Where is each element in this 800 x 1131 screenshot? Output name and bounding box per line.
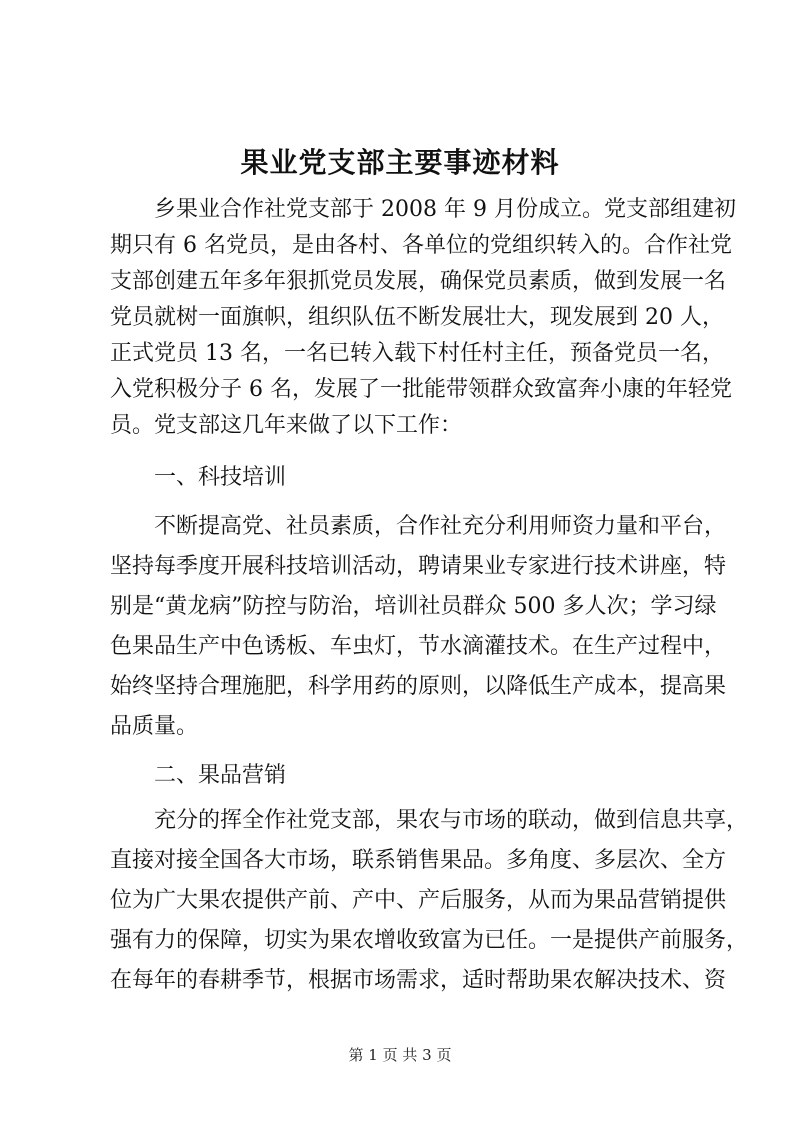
paragraph-1-line-6: 入党积极分子 6 名，发展了一批能带领群众致富奔小康的年轻党 (110, 377, 732, 402)
paragraph-3-line-4: 强有力的保障，切实为果农增收致富为已任。一是提供产前服务， (110, 928, 749, 953)
paragraph-2-line-3: 别是“黄龙病”防控与防治，培训社员群众 500 多人次；学习绿 (110, 594, 717, 619)
paragraph-2-line-6: 品质量。 (110, 714, 199, 739)
paragraph-1-line-5: 正式党员 13 名，一名已转入载下村任村主任，预备党员一名， (110, 341, 724, 366)
paragraph-3-line-2: 直接对接全国各大市场，联系销售果品。多角度、多层次、全方 (110, 848, 727, 873)
section-heading-2: 二、果品营销 (154, 763, 287, 788)
paragraph-1-line-4: 党员就树一面旗帜，组织队伍不断发展壮大，现发展到 20 人， (110, 305, 724, 330)
paragraph-3-line-3: 位为广大果农提供产前、产中、产后服务，从而为果品营销提供 (110, 888, 727, 913)
paragraph-1-line-3: 支部创建五年多年狠抓党员发展，确保党员素质，做到发展一名 (110, 269, 727, 294)
paragraph-3-line-1: 充分的挥全作社党支部，果农与市场的联动，做到信息共享， (154, 808, 749, 833)
paragraph-1-line-7: 员。党支部这几年来做了以下工作： (110, 413, 463, 438)
paragraph-2-line-1: 不断提高党、社员素质，合作社充分利用师资力量和平台， (154, 514, 727, 539)
paragraph-1-line-2: 期只有 6 名党员，是由各村、各单位的党组织转入的。合作社党 (110, 233, 732, 258)
paragraph-2-line-5: 始终坚持合理施肥，科学用药的原则，以降低生产成本，提高果 (110, 674, 727, 699)
paragraph-2-line-2: 坚持每季度开展科技培训活动，聘请果业专家进行技术讲座，特 (110, 554, 727, 579)
document-title: 果业党支部主要事迹材料 (240, 146, 560, 179)
section-heading-1: 一、科技培训 (154, 465, 287, 490)
paragraph-3-line-5: 在每年的春耕季节，根据市场需求，适时帮助果农解决技术、资 (110, 968, 727, 993)
page-footer: 第 1 页 共 3 页 (348, 1046, 452, 1064)
paragraph-1-line-1: 乡果业合作社党支部于 2008 年 9 月份成立。党支部组建初 (154, 197, 736, 222)
paragraph-2-line-4: 色果品生产中色诱板、车虫灯，节水滴灌技术。在生产过程中， (110, 634, 727, 659)
